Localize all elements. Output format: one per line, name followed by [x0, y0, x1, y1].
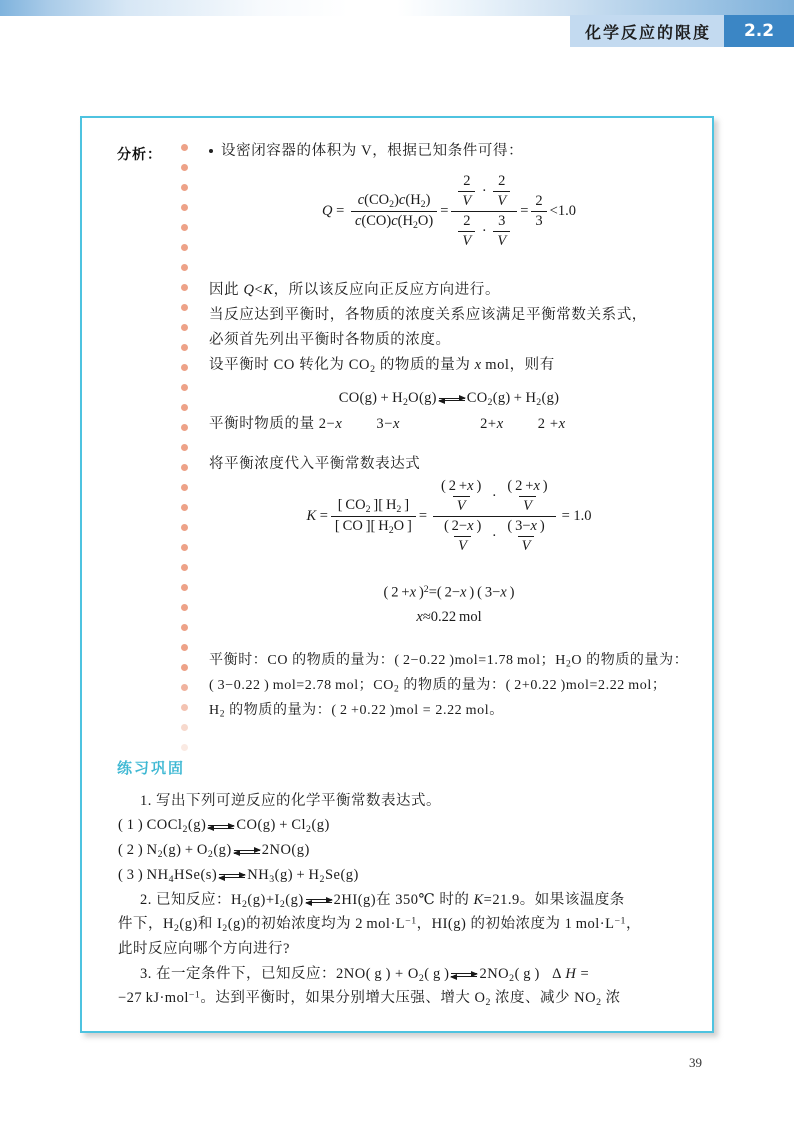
- result-paragraph: [209, 649, 709, 724]
- equilibrium-arrow-icon: [449, 967, 479, 982]
- formula-q-concentration-ratio: [351, 192, 437, 232]
- dot: [181, 424, 188, 431]
- result-line: 平衡时：CO 的物质的量为：( 2−0.22 )mol=1.78 mol；$H_2O$ 的物质的量为：: [209, 653, 689, 670]
- dot: [181, 664, 188, 671]
- chapter-title: 化学反应的限度: [570, 15, 724, 47]
- formula-q-value-denominator: $\frac{2}{V}$ · $\frac{3}{V}$: [451, 211, 517, 250]
- dot: [181, 524, 188, 531]
- dot: [181, 264, 188, 271]
- dot: [181, 604, 188, 611]
- dot: [181, 504, 188, 511]
- dot: [181, 444, 188, 451]
- dot: [181, 704, 188, 711]
- formula-k-value-numerator: $\frac{( 2 +x )}{V}$ · $\frac{( 2 +x )}{V}$: [441, 478, 548, 515]
- top-decorative-gradient-bar: [0, 0, 794, 16]
- dot: [181, 384, 188, 391]
- amount-h2o: 3−x: [376, 415, 401, 432]
- equilibrium-arrow-icon: [437, 391, 467, 406]
- chapter-number: 2.2: [724, 15, 794, 47]
- formula-q-comparison: <1.0: [549, 203, 576, 220]
- decorative-dot-column: [181, 144, 191, 764]
- dot: [181, 624, 188, 631]
- formula-q-numerator: $c(CO_2)c(H_2)$: [357, 191, 431, 210]
- dot: [181, 184, 188, 191]
- analysis-paragraph-line: 因此 Q<K，所以该反应向正反应方向进行。: [209, 282, 501, 298]
- dot: [181, 304, 188, 311]
- result-line: ( 3−0.22 ) mol=2.78 mol；$CO_2$ 的物质的量为：( 2+0.22 )mol=2.22 mol；: [209, 677, 667, 695]
- dot: [181, 244, 188, 251]
- equilibrium-arrow-icon: [232, 844, 262, 859]
- formula-q-denominator: $c(CO)c(H_2O)$: [351, 211, 437, 231]
- result-line: $H_2$ 的物质的量为：( 2 +0.22 )mol = 2.22 mol。: [209, 702, 504, 720]
- formula-k-value-denominator: $\frac{( 2-x )}{V}$ · $\frac{( 3-x )}{V}$: [433, 516, 556, 555]
- equilibrium-arrow-icon: [217, 868, 247, 883]
- dot: [181, 284, 188, 291]
- dot: [181, 464, 188, 471]
- equilibrium-arrow-icon: [206, 819, 236, 834]
- exercise-item-1-1: ( 1 ) COCl$_2$(g) $CO(g) + Cl_2(g)$: [118, 817, 330, 836]
- bullet-icon: [209, 149, 213, 153]
- dot: [181, 564, 188, 571]
- formula-q-value-ratio: [451, 173, 517, 250]
- exercise-item-1-3: ( 3 ) $NH_4HSe(s)$ $NH_3(g) + H_2Se(g)$: [118, 866, 359, 885]
- exercise-item-3: 3. 在一定条件下，已知反应：2NO( g ) + $O_2$( g ) $2NO_2$( g ) Δ H =: [140, 965, 590, 984]
- reaction-amounts-label: 平衡时物质的量: [209, 415, 315, 432]
- exercise-section-heading: 练习巩固: [117, 759, 186, 777]
- dot: [181, 724, 188, 731]
- quadratic-line: ( 2 +x )$^2$=( 2−x ) ( 3−x ): [383, 584, 515, 601]
- formula-k: [209, 478, 689, 555]
- exercise-item-2-cont-a: 件下，$H_2(g)$和 $I_2(g)$的初始浓度均为 2 $mol\cdot L^{-1}$，HI(g) 的初始浓度为 1 $mol\cdot L^{-1}$，: [118, 915, 641, 935]
- dot: [181, 584, 188, 591]
- analysis-intro-text: 设密闭容器的体积为 V，根据已知条件可得：: [221, 143, 524, 159]
- formula-k-result: = 1.0: [561, 508, 592, 525]
- dot: [181, 364, 188, 371]
- analysis-paragraph-line: 当反应达到平衡时，各物质的浓度关系应该满足平衡常数关系式，: [209, 306, 647, 323]
- exercise-item-2: 2. 已知反应：$H_2(g)+I_2(g)$ 2HI(g)在 350℃ 时的 K=21.9。如果该温度条: [140, 891, 625, 910]
- analysis-paragraph-line: 设平衡时 CO 转化为 $CO_2$ 的物质的量为 x mol，则有: [209, 356, 555, 375]
- dot: [181, 644, 188, 651]
- formula-q: [209, 173, 689, 250]
- dot: [181, 744, 188, 751]
- formula-k-denominator: [ CO ][ $H_2O$ ]: [331, 516, 416, 536]
- exercise-item-1-2: ( 2 ) $N_2(g) + O_2(g)$ 2NO(g): [118, 842, 310, 860]
- exercise-item-2-cont-b: 此时反应向哪个方向进行?: [118, 941, 290, 958]
- dot: [181, 324, 188, 331]
- amount-co: 2−x: [318, 415, 343, 432]
- dot: [181, 144, 188, 151]
- formula-q-result: $\frac{2}{3}$: [531, 193, 546, 230]
- dot: [181, 204, 188, 211]
- dot: [181, 224, 188, 231]
- formula-k-bracket-ratio: [331, 497, 416, 537]
- dot: [181, 484, 188, 491]
- analysis-paragraph-line: 必须首先列出平衡时各物质的浓度。: [209, 331, 451, 348]
- exercise-list: [118, 790, 688, 1012]
- content-panel: [80, 116, 714, 1033]
- reaction-amounts-row: [209, 412, 689, 433]
- formula-q-value-numerator: $\frac{2}{V}$ · $\frac{2}{V}$: [451, 173, 517, 211]
- equals-sign: =: [440, 203, 449, 220]
- amount-h2: 2 +x: [537, 415, 566, 432]
- dot: [181, 684, 188, 691]
- equals-sign: =: [418, 508, 428, 525]
- analysis-paragraph: [209, 278, 699, 379]
- equals-sign-2: =: [520, 203, 529, 220]
- formula-k-lhs: K =: [306, 508, 328, 525]
- dot: [181, 344, 188, 351]
- formula-k-value-ratio: [430, 478, 559, 555]
- dot: [181, 164, 188, 171]
- reaction-equation: $CO(g) + H_2O(g)$ $CO_2(g) + H_2(g)$: [338, 390, 560, 408]
- dot: [181, 544, 188, 551]
- analysis-label: 分析：: [117, 147, 162, 163]
- exercise-item-3-cont: −27 kJ·mol$^{-1}$。达到平衡时，如果分别增大压强、增大 $O_2$ 浓度、减少 $NO_2$ 浓: [118, 989, 621, 1009]
- dot: [181, 404, 188, 411]
- amount-co2: 2+x: [480, 415, 504, 432]
- formula-q-lhs: Q =: [322, 203, 348, 220]
- analysis-intro: [209, 140, 689, 162]
- header-chapter-label: [570, 15, 794, 47]
- formula-k-numerator: [ $CO_2$ ][ $H_2$ ]: [337, 496, 410, 515]
- equilibrium-arrow-icon: [304, 893, 334, 908]
- exercise-item-1: 1. 写出下列可逆反应的化学平衡常数表达式。: [140, 793, 441, 809]
- solution-line: x≈0.22 mol: [416, 609, 482, 625]
- substitute-line: 将平衡浓度代入平衡常数表达式: [209, 456, 421, 472]
- page-number: 39: [689, 1055, 702, 1070]
- reaction-equation-block: [209, 390, 689, 433]
